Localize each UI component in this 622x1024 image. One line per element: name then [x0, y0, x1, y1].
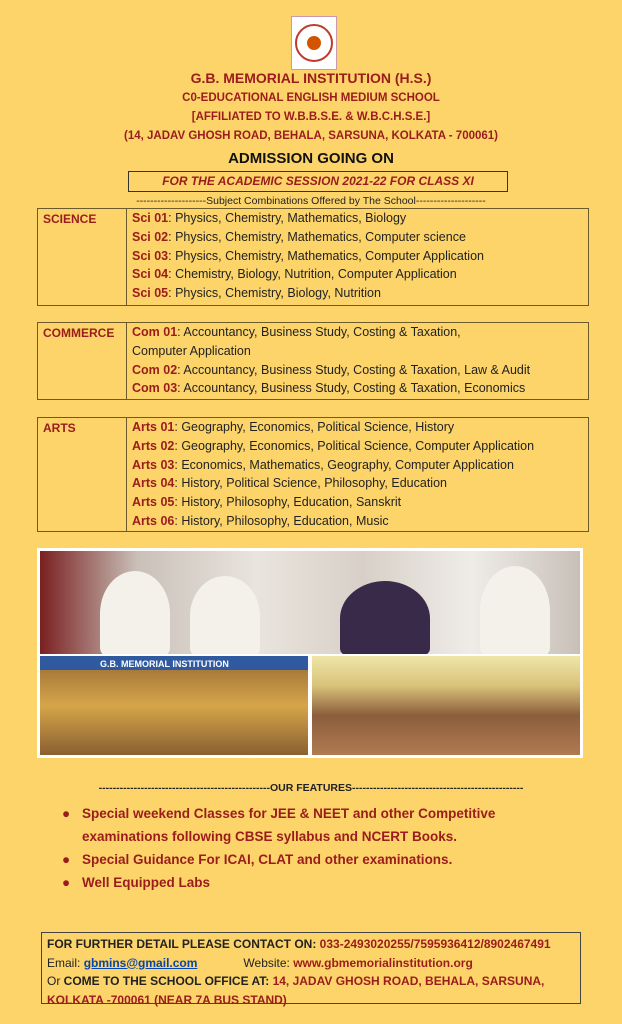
- combination-code: Sci 03: [132, 248, 169, 263]
- combination-code: Com 03: [132, 381, 178, 396]
- combination-code: Arts 05: [132, 495, 175, 510]
- session-box: FOR THE ACADEMIC SESSION 2021-22 FOR CLASS XI: [128, 171, 508, 192]
- school-logo: [291, 16, 337, 70]
- office-label: COME TO THE SCHOOL OFFICE AT:: [63, 974, 273, 988]
- subject-combination-row: [132, 512, 534, 531]
- subject-combination-row: [132, 323, 530, 342]
- email-link[interactable]: gbmins@gmail.com: [83, 955, 198, 970]
- combination-code: Sci 04: [132, 267, 169, 282]
- classroom-photo: [312, 656, 580, 755]
- subject-combination-row: [132, 437, 534, 456]
- combination-subjects: : Accountancy, Business Study, Costing & Taxation, Economics: [177, 381, 526, 396]
- features-heading: -------------------------------------------------OUR FEATURES-------------------------------------------------: [98, 782, 524, 794]
- subject-combination-row: [132, 228, 484, 247]
- combination-code: Arts 04: [132, 476, 175, 491]
- combination-subjects: : Physics, Chemistry, Mathematics, Computer science: [168, 229, 466, 244]
- subject-combination-row: [132, 418, 534, 437]
- combination-code: Sci 02: [132, 229, 169, 244]
- combination-code: Com 02: [132, 362, 178, 377]
- contact-box: [41, 932, 581, 1007]
- stream-rows: [126, 323, 530, 399]
- combination-code: Arts 02: [132, 438, 175, 453]
- combination-subjects: : Accountancy, Business Study, Costing & Taxation, Law & Audit: [177, 362, 531, 377]
- lab-photo: [40, 551, 580, 654]
- school-type: C0-EDUCATIONAL ENGLISH MEDIUM SCHOOL: [182, 92, 440, 104]
- bullet-icon: ●: [62, 806, 71, 821]
- school-address: (14, JADAV GHOSH ROAD, BEHALA, SARSUNA, KOLKATA - 700061): [123, 130, 498, 142]
- combination-code: Sci 01: [132, 211, 169, 225]
- combination-subjects: : Geography, Economics, Political Science, History: [174, 420, 455, 434]
- combination-subjects: : Geography, Economics, Political Science, Computer Application: [174, 438, 535, 453]
- subject-combination-row: [132, 247, 484, 266]
- stream-label: COMMERCE: [43, 326, 115, 340]
- photo-collage: [37, 548, 583, 758]
- combination-subjects: : Physics, Chemistry, Biology, Nutrition: [168, 286, 381, 301]
- commerce-table: [37, 322, 589, 400]
- stream-rows: [126, 209, 484, 305]
- features-list: [62, 802, 582, 894]
- subjects-heading: --------------------Subject Combinations Offered by The School--------------------: [136, 195, 486, 207]
- combination-subjects: : Physics, Chemistry, Mathematics, Computer Application: [168, 248, 484, 263]
- bullet-icon: ●: [62, 852, 71, 867]
- subject-combination-row: [132, 342, 530, 361]
- bullet-icon: ●: [62, 875, 71, 890]
- subject-combination-row: [132, 209, 484, 228]
- combination-subjects: : History, Political Science, Philosophy, Education: [174, 476, 447, 491]
- combination-subjects: : History, Philosophy, Education, Sanskrit: [174, 495, 402, 510]
- subject-combination-row: [132, 265, 484, 284]
- office-prefix: Or: [47, 974, 64, 988]
- subject-combination-row: [132, 456, 534, 475]
- subject-combination-row: [132, 474, 534, 493]
- school-name: G.B. MEMORIAL INSTITUTION (H.S.): [190, 70, 432, 86]
- combination-subjects: Computer Application: [132, 343, 251, 358]
- feature-item: ● Special Guidance For ICAI, CLAT and other examinations.: [62, 848, 582, 871]
- contact-phones: 033-2493020255/7595936412/8902467491: [319, 937, 551, 951]
- subject-combination-row: [132, 361, 530, 380]
- stream-label: SCIENCE: [43, 212, 97, 226]
- subject-combination-row: [132, 379, 530, 398]
- admission-heading: ADMISSION GOING ON: [228, 150, 394, 167]
- website-link[interactable]: www.gbmemorialinstitution.org: [293, 955, 473, 970]
- science-table: [37, 208, 589, 306]
- combination-subjects: : History, Philosophy, Education, Music: [174, 513, 389, 528]
- feature-item: ● Special weekend Classes for JEE & NEET and other Competitive examinations following CBSE syllabus and NCERT Books.: [62, 802, 582, 848]
- logo-emblem-icon: [295, 24, 333, 62]
- combination-subjects: : Chemistry, Biology, Nutrition, Computer Application: [168, 267, 457, 282]
- subject-combination-row: [132, 284, 484, 303]
- photo-banner-text: G.B. MEMORIAL INSTITUTION: [100, 659, 229, 669]
- contact-label: FOR FURTHER DETAIL PLEASE CONTACT ON:: [47, 937, 320, 951]
- students-exam-photo: [40, 656, 308, 755]
- arts-table: [37, 417, 589, 532]
- combination-subjects: : Physics, Chemistry, Mathematics, Biology: [168, 211, 407, 225]
- combination-subjects: : Accountancy, Business Study, Costing & Taxation,: [177, 325, 461, 339]
- office-address: 14, JADAV GHOSH ROAD, BEHALA, SARSUNA, KOLKATA -700061 (NEAR 7A BUS STAND): [47, 974, 545, 1007]
- website-label: Website:: [243, 955, 294, 970]
- email-label: Email:: [47, 955, 84, 970]
- school-affiliation: [AFFILIATED TO W.B.B.S.E. & W.B.C.H.S.E.]: [191, 111, 431, 123]
- combination-code: Com 01: [132, 325, 178, 339]
- feature-item: ● Well Equipped Labs: [62, 871, 582, 894]
- combination-code: Arts 01: [132, 420, 175, 434]
- combination-code: Arts 03: [132, 457, 175, 472]
- combination-subjects: : Economics, Mathematics, Geography, Computer Application: [174, 457, 514, 472]
- subject-combination-row: [132, 493, 534, 512]
- stream-rows: [126, 418, 534, 531]
- combination-code: Arts 06: [132, 513, 175, 528]
- stream-label: ARTS: [43, 421, 76, 435]
- combination-code: Sci 05: [132, 286, 169, 301]
